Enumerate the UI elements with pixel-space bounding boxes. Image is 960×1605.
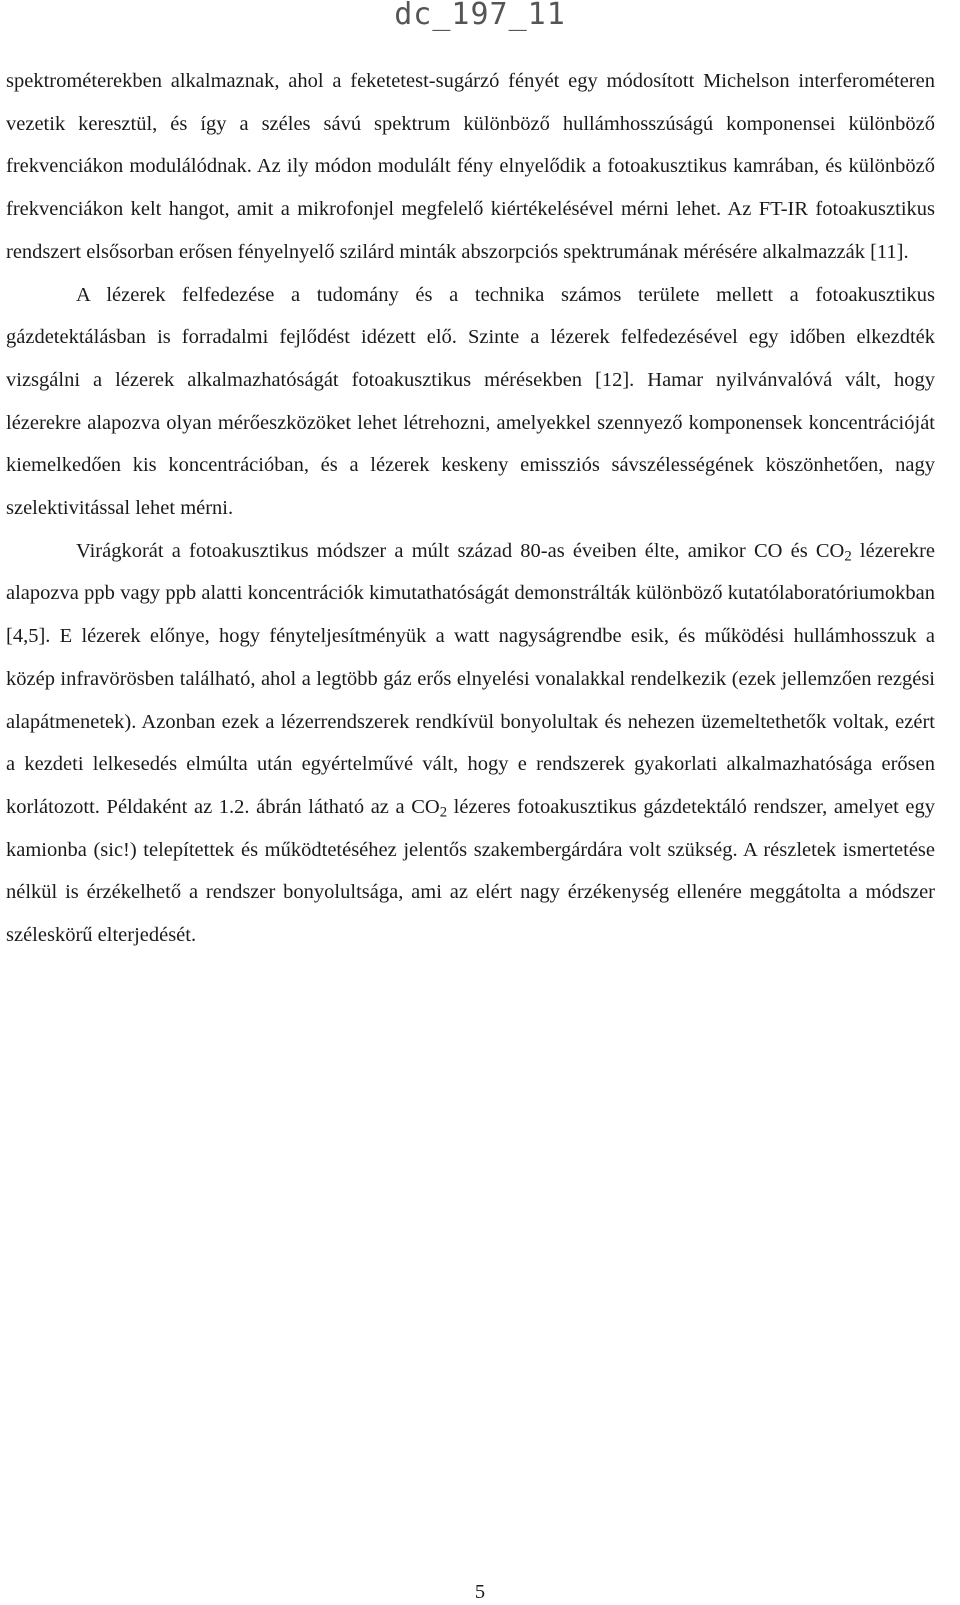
document-id-header: dc_197_11 — [394, 0, 566, 32]
document-body — [6, 60, 935, 957]
paragraph-ft-ir: spektrométerekben alkalmaznak, ahol a feketetest-sugárzó fényét egy módosított Michelson interferométeren vezetik keresztül, és így a széles sávú spektrum különböző hullámhosszúságú komponensei különböző frekvenciákon modulálódnak. Az ily módon modulált fény elnyelődik a fotoakusztikus kamrában, és különböző frekvenciákon kelt hangot, amit a mikrofonjel megfelelő kiértékelésével mérni lehet. Az FT-IR fotoakusztikus rendszert elsősorban erősen fényelnyelő szilárd minták abszorpciós spektrumának mérésére alkalmazzák [11]. — [6, 70, 935, 263]
paragraph-co-lasers — [6, 530, 935, 957]
page-number: 5 — [474, 1581, 486, 1603]
co2-subscript-1: 2 — [844, 548, 852, 565]
paragraph-co-lasers-part-2: lézerekre alapozva ppb vagy ppb alatti koncentrációk kimutathatóságát demonstrálták különböző kutatólaboratóriumokban [4,5]. E lézerek előnye, hogy fényteljesítményük a watt nagyságrendbe esik, és működési hullámhosszuk a közép infravörösben található, ahol a legtöbb gáz erős elnyelési vonalakkal rendelkezik (ezek jellemzően rezgési alapátmenetek). Azonban ezek a lézerrendszerek rendkívül bonyolultak és nehezen üzemeltethetők voltak, ezért a kezdeti lelkesedés elmúlta után egyértelművé vált, hogy e rendszerek gyakorlati alkalmazhatósága erősen korlátozott. Példaként az 1.2. ábrán látható az a CO — [6, 539, 935, 818]
paragraph-co-lasers-part-3: lézeres fotoakusztikus gázdetektáló rendszer, amelyet egy kamionba (sic!) telepítettek és működtetéséhez jelentős szakembergárdára volt szükség. A részletek ismertetése nélkül is érzékelhető a rendszer bonyolultsága, ami az elért nagy érzékenység ellenére meggátolta a módszer széleskörű elterjedését. — [6, 795, 935, 947]
paragraph-lasers: A lézerek felfedezése a tudomány és a technika számos területe mellett a fotoakusztikus gázdetektálásban is forradalmi fejlődést idézett elő. Szinte a lézerek felfedezésével egy időben elkezdték vizsgálni a lézerek alkalmazhatóságát fotoakusztikus mérésekben [12]. Hamar nyilvánvalóvá vált, hogy lézerekre alapozva olyan mérőeszközöket lehet létrehozni, amelyekkel szennyező komponensek koncentrációját kiemelkedően kis koncentrációban, és a lézerek keskeny emissziós sávszélességének köszönhetően, nagy szelektivitással lehet mérni. — [6, 283, 935, 520]
co2-subscript-2: 2 — [439, 804, 448, 821]
paragraph-co-lasers-part-1: Virágkorát a fotoakusztikus módszer a múlt század 80-as éveiben élte, amikor CO és CO — [76, 539, 845, 562]
